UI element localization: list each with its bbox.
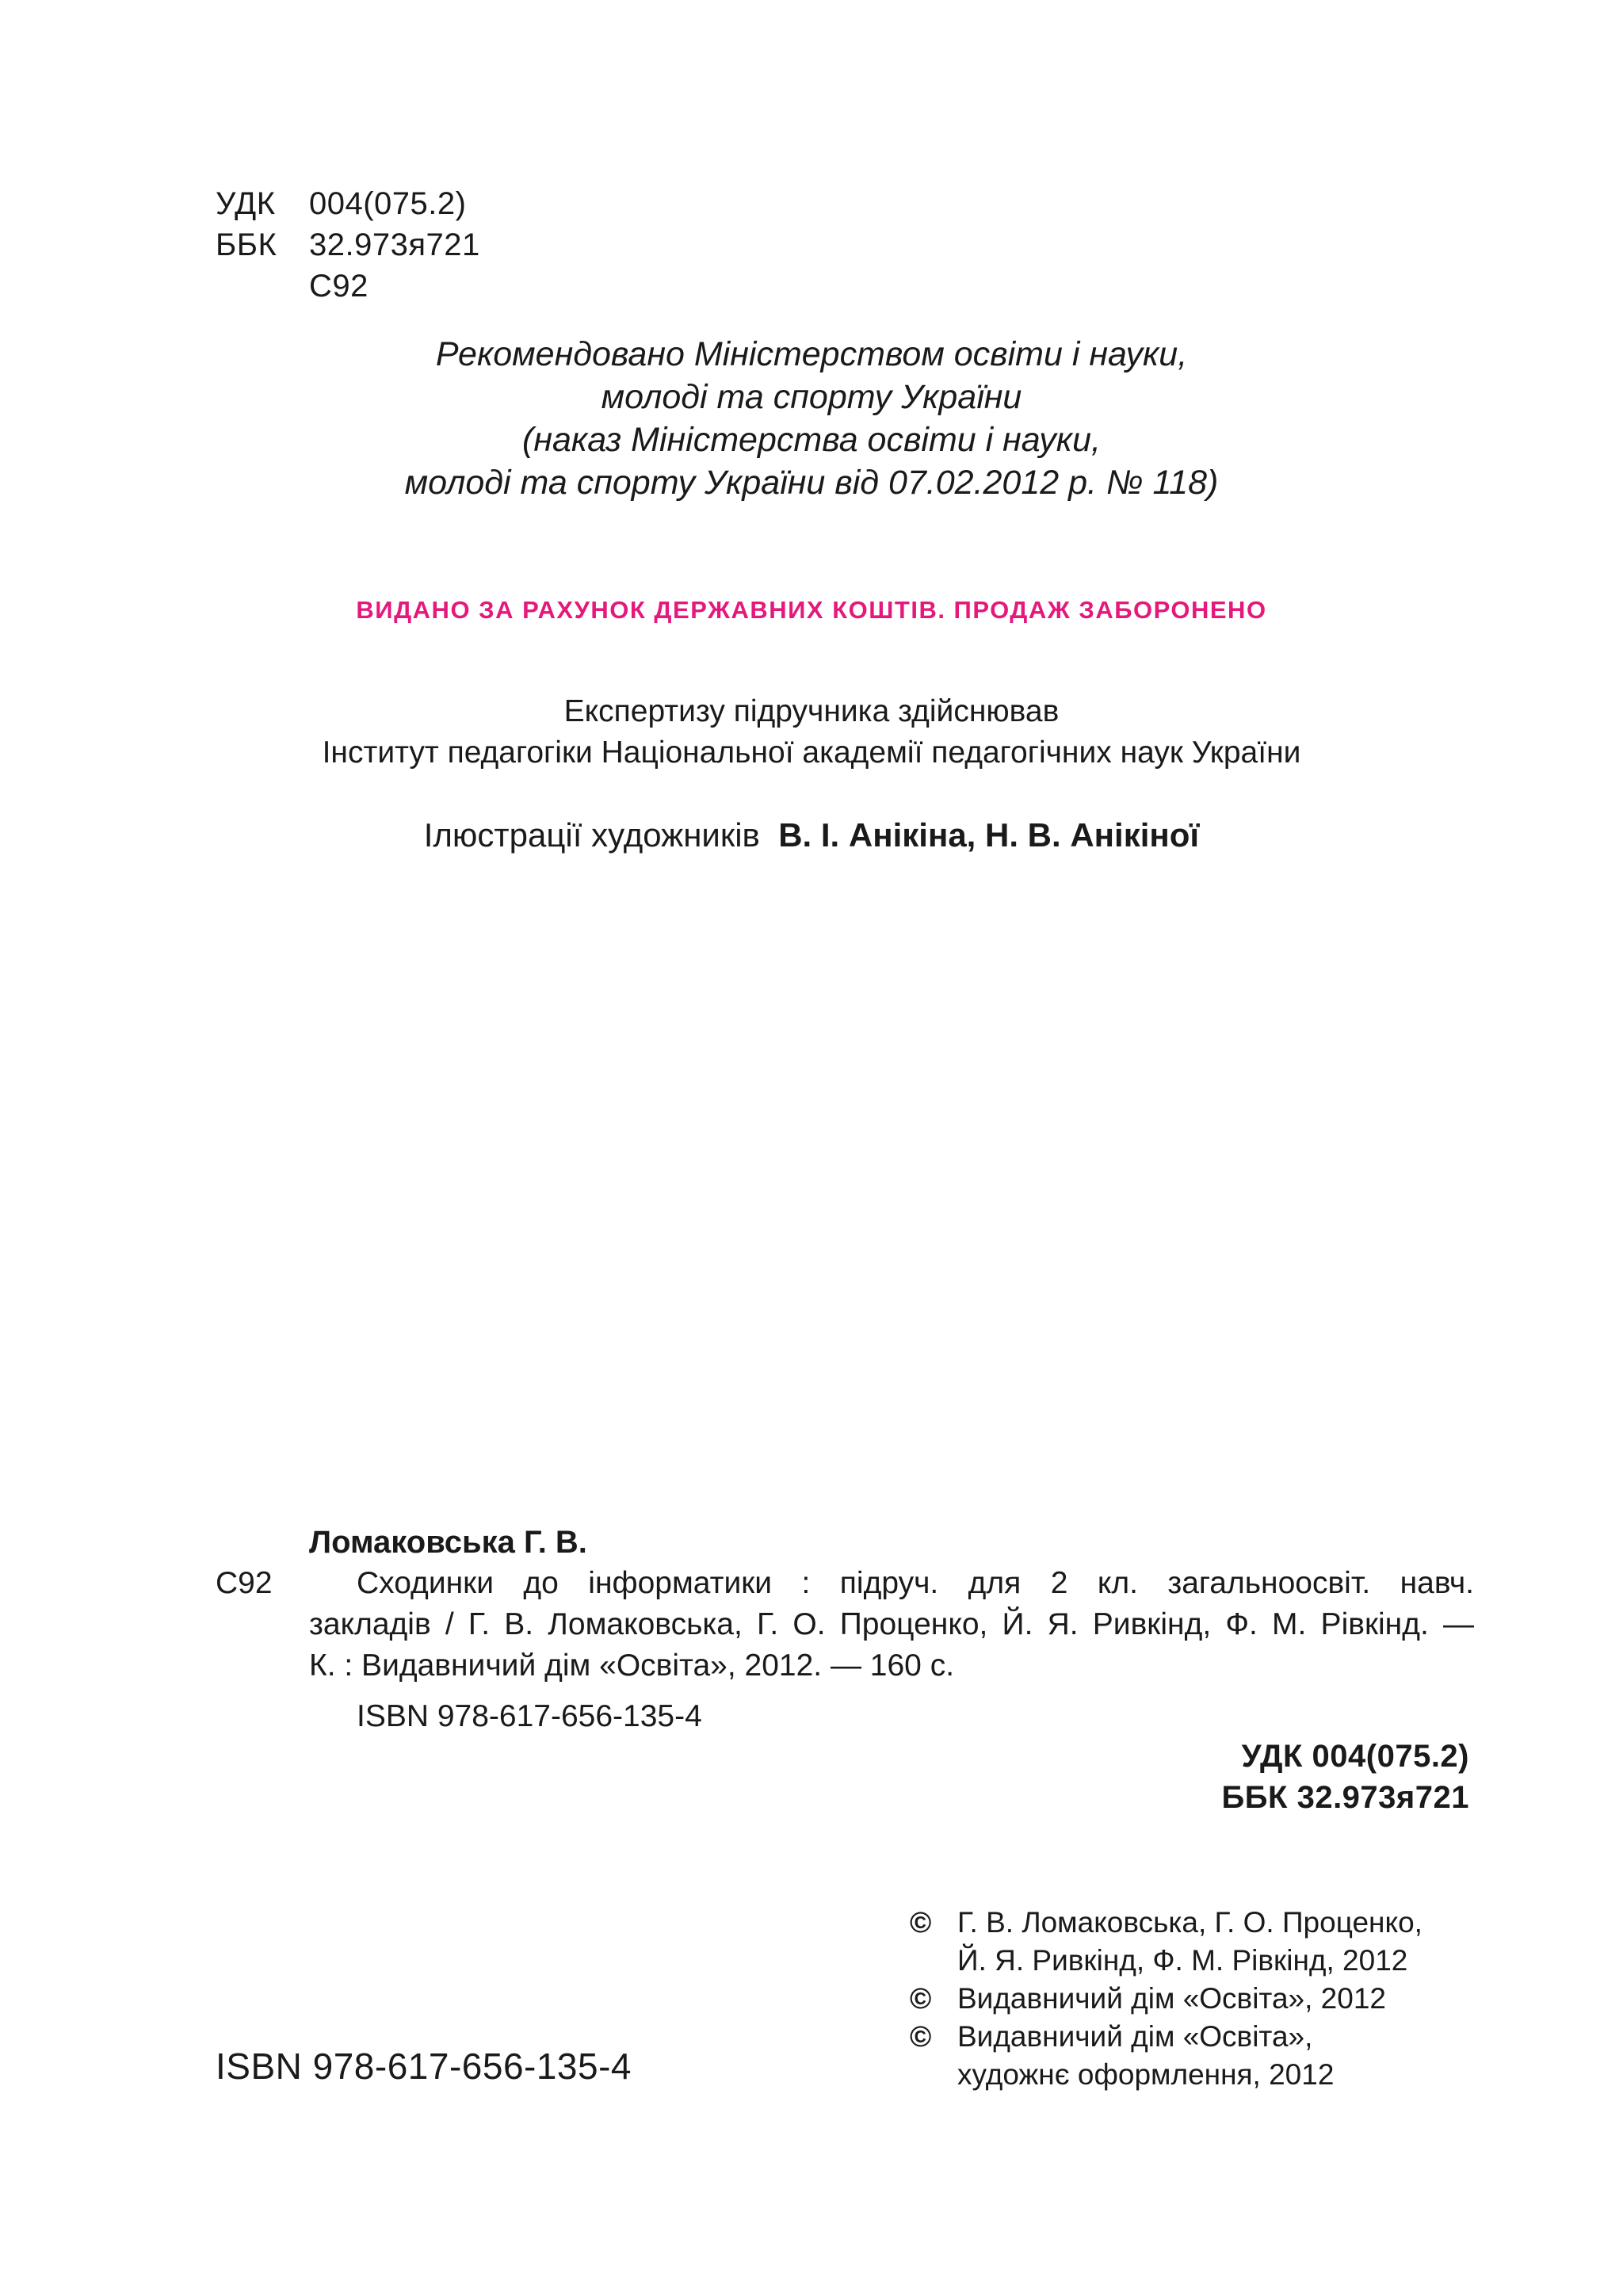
udk-value: 004(075.2)	[309, 186, 467, 221]
copyright-publisher-line-1: Видавничий дім «Освіта», 2012	[957, 1982, 1386, 2015]
recommendation-line-3: (наказ Міністерства освіти і науки,	[522, 421, 1101, 459]
classification-block	[216, 184, 612, 311]
copyright-authors	[910, 1904, 1423, 1980]
copyright-icon: ©	[910, 1906, 932, 1939]
catalog-line-2: закладів / Г. В. Ломаковська, Г. О. Проценко, Й. Я. Ривкінд, Ф. М. Рівкінд. —	[309, 1607, 1474, 1641]
catalog-author: Ломаковська Г. В.	[309, 1525, 587, 1560]
right-classification	[1222, 1736, 1469, 1818]
copyright-icon: ©	[910, 1982, 932, 2015]
copyright-design-line-1: Видавничий дім «Освіта»,	[957, 2020, 1313, 2053]
recommendation-block	[336, 333, 1287, 504]
recommendation-line-2: молоді та спорту України	[601, 378, 1022, 416]
right-udk: УДК 004(075.2)	[1241, 1739, 1469, 1774]
catalog-line-3: К. : Видавничий дім «Освіта», 2012. — 160 с.	[309, 1648, 955, 1683]
illustrations-artists: В. І. Анікіна, Н. В. Анікіної	[778, 816, 1200, 854]
catalog-line-1: Сходинки до інформатики : підруч. для 2 кл. загальноосвіт. навч.	[357, 1566, 1474, 1600]
udk-label: УДК	[216, 186, 276, 221]
copyright-design	[910, 2018, 1423, 2094]
catalog-code: С92	[216, 1566, 273, 1600]
copyright-design-line-2: художнє оформлення, 2012	[957, 2058, 1335, 2091]
state-funded-notice: ВИДАНО ЗА РАХУНОК ДЕРЖАВНИХ КОШТІВ. ПРОДАЖ ЗАБОРОНЕНО	[356, 596, 1267, 624]
copyright-icon: ©	[910, 2020, 932, 2053]
recommendation-line-4: молоді та спорту України від 07.02.2012 р. № 118)	[404, 464, 1219, 502]
copyright-authors-line-1: Г. В. Ломаковська, Г. О. Проценко,	[957, 1906, 1423, 1939]
bbk-value: 32.973я721	[309, 227, 480, 262]
illustrations-credit	[0, 816, 1623, 854]
expertise-line-2: Інститут педагогіки Національної академії педагогічних наук України	[322, 735, 1301, 770]
expertise-line-1: Експертизу підручника здійснював	[563, 694, 1060, 728]
isbn-footer: ISBN 978-617-656-135-4	[216, 2046, 632, 2087]
bbk-label: ББК	[216, 227, 277, 262]
right-bbk: ББК 32.973я721	[1221, 1780, 1469, 1815]
catalog-description	[309, 1563, 1474, 1687]
copyright-publisher	[910, 1980, 1423, 2018]
recommendation-line-1: Рекомендовано Міністерством освіти і науки,	[435, 335, 1188, 373]
catalog-isbn: ISBN 978-617-656-135-4	[357, 1699, 702, 1733]
illustrations-prefix: Ілюстрації художників	[423, 816, 760, 854]
expertise-block	[0, 691, 1623, 774]
copyright-authors-line-2: Й. Я. Ривкінд, Ф. М. Рівкінд, 2012	[957, 1944, 1408, 1977]
copyright-block	[910, 1904, 1423, 2094]
author-mark: С92	[309, 269, 369, 304]
